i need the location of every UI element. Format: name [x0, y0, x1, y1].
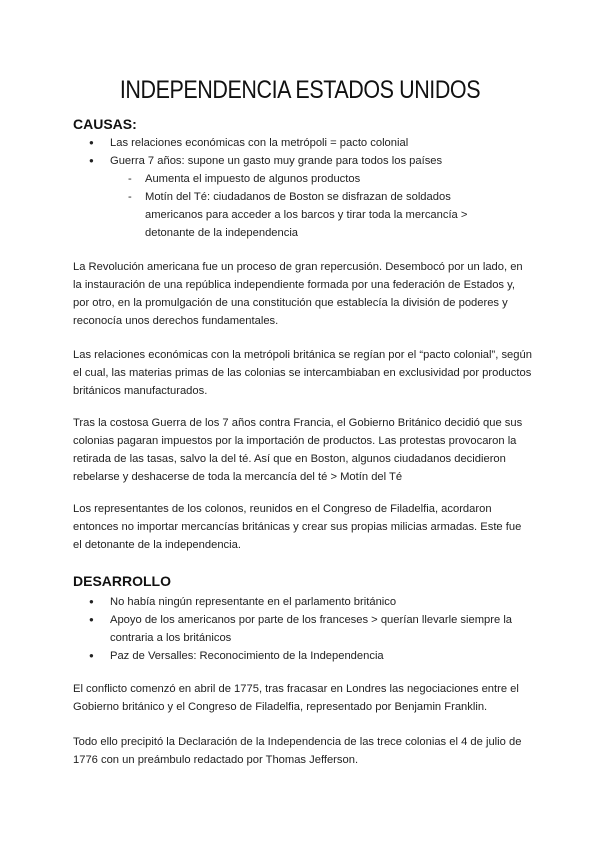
list-item: ● Guerra 7 años: supone un gasto muy grande para todos los países - Aumenta el impuesto de algunos productos - Motín del Té: ciudadanos de Boston se disfrazan de soldados americanos para acceder a los barcos y tirar toda la mercancía > detonante de la independencia	[73, 152, 533, 242]
list-item: ● No había ningún representante en el parlamento británico	[73, 593, 533, 611]
page-title: INDEPENDENCIA ESTADOS UNIDOS	[119, 76, 481, 104]
paragraph: El conflicto comenzó en abril de 1775, tras fracasar en Londres las negociaciones entre el Gobierno británico y el Congreso de Filadelfia, representado por Benjamin Franklin.	[73, 683, 519, 713]
sub-list-item: - Aumenta el impuesto de algunos productos	[110, 170, 533, 188]
paragraph: Tras la costosa Guerra de los 7 años contra Francia, el Gobierno Británico decidió que sus colonias pagaran impuestos por la importación de productos. Las protestas provocaron la retirada de las tasas, salvo la del té. Así que en Boston, algunos ciudadanos decidieron rebelarse y deshacerse de toda la mercancía del té > Motín del Té	[73, 417, 523, 483]
section-heading-desarrollo: DESARROLLO	[73, 573, 171, 589]
sub-list-item: - Motín del Té: ciudadanos de Boston se disfrazan de soldados americanos para acceder a los barcos y tirar toda la mercancía > detonante de la independencia	[110, 188, 533, 242]
causas-sub-list	[110, 170, 533, 242]
list-item: ● Las relaciones económicas con la metrópoli = pacto colonial	[73, 134, 533, 152]
section-heading-causas: CAUSAS:	[73, 116, 137, 132]
paragraph: Las relaciones económicas con la metrópoli británica se regían por el “pacto colonial”, según el cual, las materias primas de las colonias se intercambiaban en exclusividad por productos británicos manufacturados.	[73, 349, 532, 397]
paragraph: Los representantes de los colonos, reunidos en el Congreso de Filadelfia, acordaron entonces no importar mercancías británicas y crear sus propias milicias armadas. Este fue el detonante de la independencia.	[73, 503, 522, 551]
paragraph: La Revolución americana fue un proceso de gran repercusión. Desembocó por un lado, en la instauración de una república independiente formada por una federación de Estados y, por otro, en la promulgación de una constitución que establecía la división de poderes y reconocía unos derechos fundamentales.	[73, 261, 523, 327]
list-item: ● Paz de Versalles: Reconocimiento de la Independencia	[73, 647, 533, 665]
list-item: ● Apoyo de los americanos por parte de los franceses > querían llevarle siempre la contraria a los británicos	[73, 611, 533, 647]
causas-bullet-list	[73, 134, 533, 242]
desarrollo-bullet-list	[73, 593, 533, 665]
paragraph: Todo ello precipitó la Declaración de la Independencia de las trece colonias el 4 de julio de 1776 con un preámbulo redactado por Thomas Jefferson.	[73, 736, 522, 766]
